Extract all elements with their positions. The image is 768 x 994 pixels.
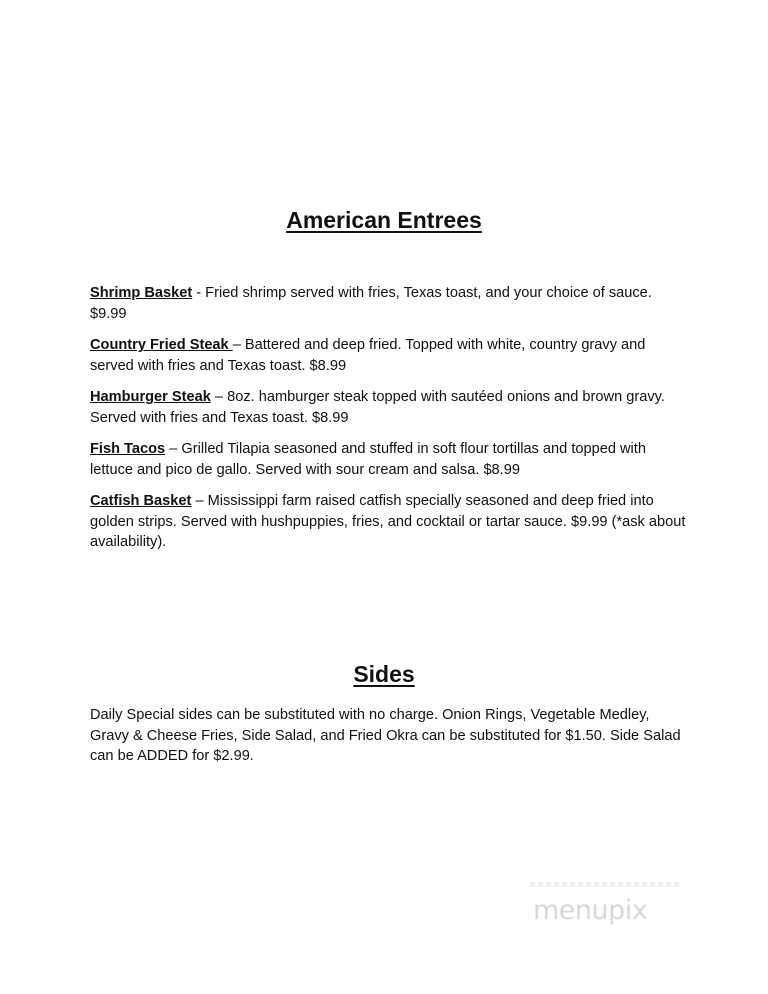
menu-item-description: – Grilled Tilapia seasoned and stuffed in soft flour tortillas and topped with lettuce and pico de gallo. Served with sour cream and salsa. $8.99 — [90, 441, 646, 478]
menu-item-fish-tacos — [90, 439, 690, 480]
menupix-watermark: menupix — [533, 895, 648, 926]
menu-item-description: – 8oz. hamburger steak topped with sautéed onions and brown gravy. Served with fries and Texas toast. $8.99 — [90, 389, 665, 426]
menu-item-country-fried-steak — [90, 335, 690, 376]
sides-description: Daily Special sides can be substituted with no charge. Onion Rings, Vegetable Medley, Gravy & Cheese Fries, Side Salad, and Fried Okra can be substituted for $1.50. Side Salad can be ADDED for $2.99. — [90, 707, 681, 764]
menu-item-description: – Battered and deep fried. Topped with white, country gravy and served with fries and Texas toast. $8.99 — [90, 337, 646, 374]
american-entrees-heading: American Entrees — [286, 207, 482, 233]
menu-item-description: – Mississippi farm raised catfish specially seasoned and deep fried into golden strips. Served with hushpuppies, fries, and cocktail or tartar sauce. $9.99 (*ask about availability). — [90, 493, 686, 550]
menu-item-description: - Fried shrimp served with fries, Texas toast, and your choice of sauce. $9.99 — [90, 285, 652, 322]
menu-item-name: Fish Tacos — [90, 441, 166, 457]
menu-item-catfish-basket — [90, 491, 690, 553]
menu-item-name: Shrimp Basket — [90, 285, 193, 301]
sides-heading: Sides — [353, 661, 415, 687]
watermark-decoration — [530, 882, 680, 887]
menu-item-shrimp-basket — [90, 283, 690, 324]
menu-item-name: Country Fried Steak — [90, 337, 233, 353]
menu-item-hamburger-steak — [90, 387, 690, 428]
menu-item-name: Catfish Basket — [90, 493, 192, 509]
menu-item-name: Hamburger Steak — [90, 389, 211, 405]
